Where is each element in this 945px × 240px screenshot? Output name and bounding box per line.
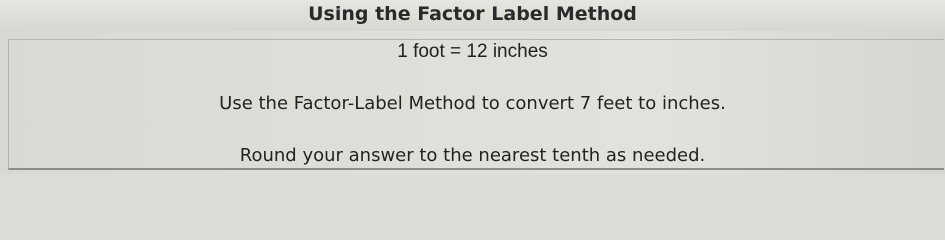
header-bar	[0, 0, 945, 32]
conversion-fact: 1 foot = 12 inches	[397, 41, 548, 62]
page-title: Using the Factor Label Method	[308, 3, 637, 25]
instruction-text: Round your answer to the nearest tenth as needed.	[239, 145, 706, 166]
question-text: Use the Factor-Label Method to convert 7 feet to inches.	[219, 93, 726, 114]
